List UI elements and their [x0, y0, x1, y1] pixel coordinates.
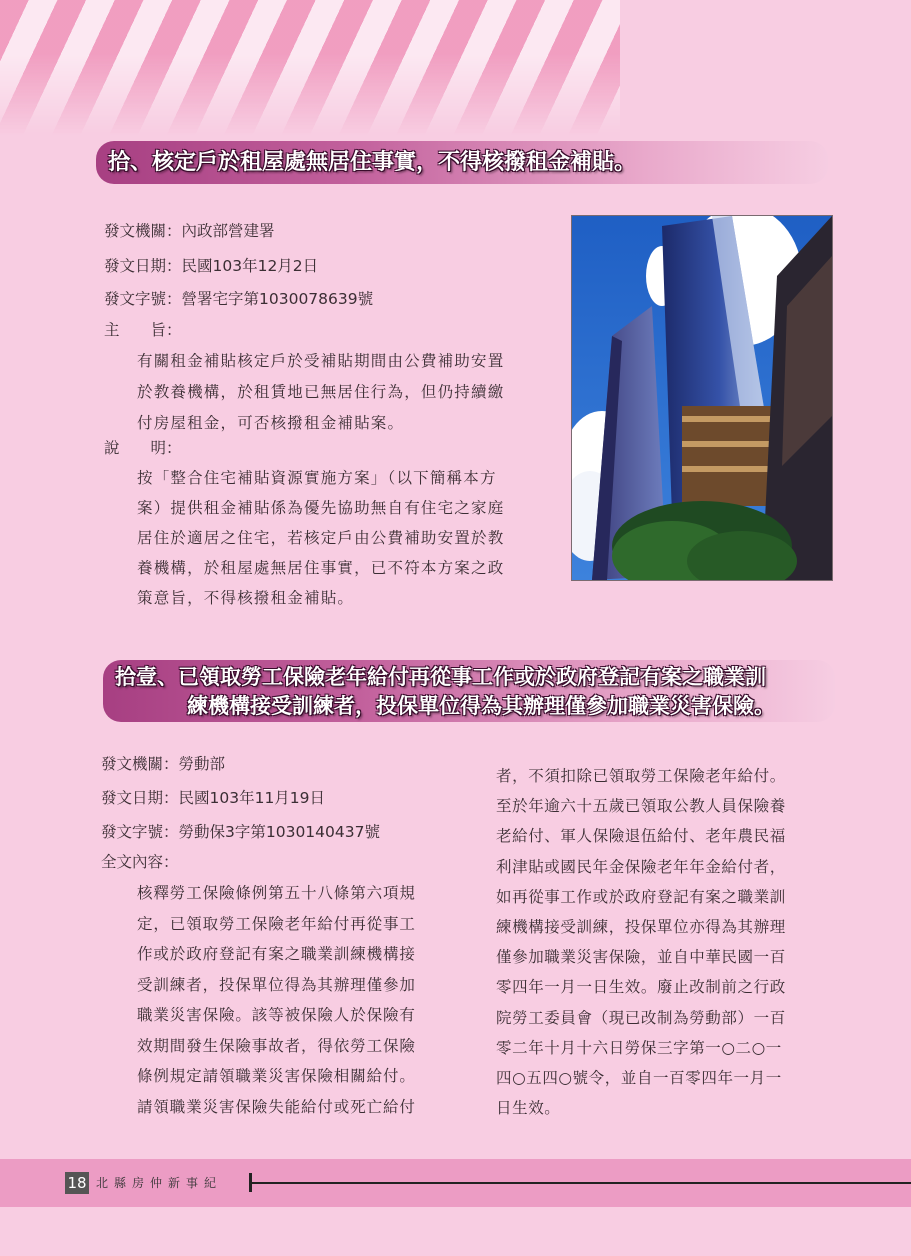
section-2-title-line-1: 拾壹、已領取勞工保險老年給付再從事工作或於政府登記有案之職業訓: [115, 665, 766, 689]
text-line: 零二年十月十六日勞保三字第一○二○一: [496, 1038, 782, 1057]
section-1-subject-label: 主 旨：: [104, 321, 182, 339]
text-line: 策意旨，不得核撥租金補貼。: [137, 589, 355, 607]
text-line: 零四年一月一日生效。廢止改制前之行政: [496, 978, 786, 997]
text-line: 老給付、軍人保險退伍給付、老年農民福: [496, 827, 786, 846]
section-2-heading: [103, 660, 835, 722]
text-line: 有關租金補貼核定戶於受補貼期間由公費補助安置: [137, 352, 505, 370]
text-line: 如再從事工作或於政府登記有案之職業訓: [496, 887, 786, 906]
text-line: 定，已領取勞工保險老年給付再從事工: [137, 914, 416, 933]
text-line: 四○五四○號令，並自一百零四年一月一: [496, 1069, 782, 1088]
text-line: 案）提供租金補貼係為優先協助無自有住宅之家庭: [137, 499, 505, 517]
text-line: 僅參加職業災害保險，並自中華民國一百: [496, 948, 786, 967]
text-line: 按「整合住宅補貼資源實施方案」（以下簡稱本方: [137, 469, 497, 487]
section-1-issuer: 發文機關：內政部營建署: [104, 222, 275, 240]
text-line: 利津貼或國民年金保險老年年金給付者，: [496, 857, 786, 876]
page-number: 18: [65, 1172, 89, 1194]
text-line: 養機構，於租屋處無居住事實，已不符本方案之政: [137, 559, 505, 577]
section-2-right-column: [496, 761, 786, 1123]
text-line: 者，不須扣除已領取勞工保險老年給付。: [496, 767, 786, 785]
text-line: 至於年逾六十五歲已領取公教人員保險養: [496, 797, 786, 816]
text-line: 效期間發生保險事故者，得依勞工保險: [137, 1036, 416, 1055]
skyscraper-photo: [571, 215, 833, 581]
section-1-heading: [96, 141, 828, 184]
text-line: 職業災害保險。該等被保險人於保險有: [137, 1006, 416, 1024]
section-2-left-column: [137, 878, 416, 1122]
section-2-title-line-2: 練機構接受訓練者，投保單位得為其辦理僅參加職業災害保險。: [187, 694, 775, 718]
text-line: 日生效。: [496, 1099, 561, 1118]
text-line: 院勞工委員會（現已改制為勞動部）一百: [496, 1008, 786, 1027]
text-line: 居住於適居之住宅，若核定戶由公費補助安置於教: [137, 529, 505, 547]
publication-title: 北縣房仲新事紀: [96, 1176, 223, 1190]
section-2-content-label: 全文內容：: [101, 853, 179, 871]
text-line: 練機構接受訓練，投保單位亦得為其辦理: [496, 918, 786, 937]
text-line: 受訓練者，投保單位得為其辦理僅參加: [137, 975, 416, 994]
section-1-explanation: [137, 463, 504, 613]
text-line: 條例規定請領職業災害保險相關給付。: [137, 1067, 416, 1085]
section-2-date: 發文日期：民國103年11月19日: [101, 789, 326, 807]
section-1-subject: [137, 346, 504, 439]
text-line: 核釋勞工保險條例第五十八條第六項規: [137, 884, 416, 902]
text-line: 作或於政府登記有案之職業訓練機構接: [137, 945, 416, 963]
section-1-explain-label: 說 明：: [104, 439, 182, 457]
footer-rule: [249, 1182, 911, 1184]
section-1-date: 發文日期：民國103年12月2日: [104, 257, 319, 275]
text-line: 請領職業災害保險失能給付或死亡給付: [137, 1097, 416, 1116]
section-1-doc-number: 發文字號：營署宅字第1030078639號: [104, 290, 374, 308]
section-2-doc-number: 發文字號：勞動保3字第1030140437號: [101, 823, 380, 841]
section-2-issuer: 發文機關：勞動部: [101, 755, 226, 773]
text-line: 於教養機構，於租賃地已無居住行為，但仍持續繳: [137, 383, 505, 401]
section-1-title: 拾、核定戶於租屋處無居住事實，不得核撥租金補貼。: [108, 150, 637, 175]
text-line: 付房屋租金，可否核撥租金補貼案。: [137, 414, 405, 432]
decorative-stripes: [0, 0, 620, 135]
